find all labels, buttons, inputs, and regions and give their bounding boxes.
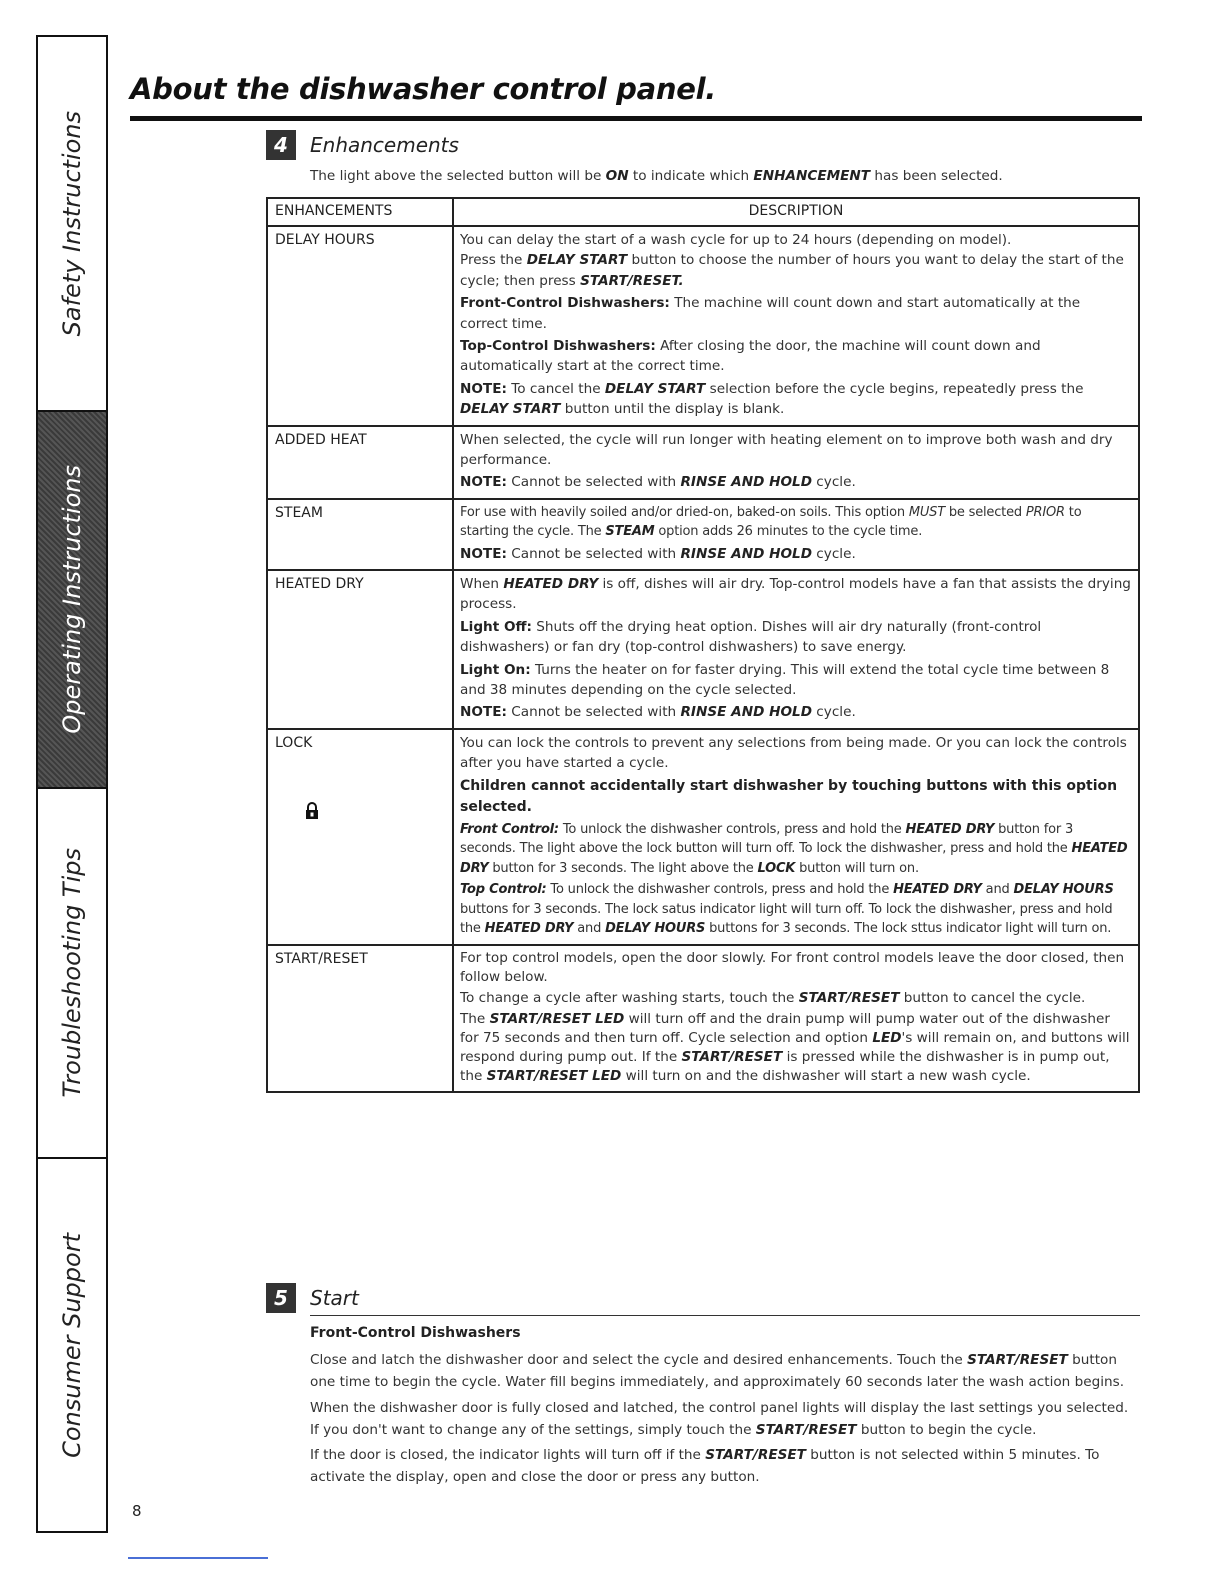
table-header-row (267, 198, 1139, 226)
enhancements-table (266, 197, 1140, 1093)
description-paragraph: Light Off: Shuts off the drying heat option. Dishes will air dry naturally (front-control dishwashers) or fan dry (top-control dishwashers) to save energy. (460, 618, 1042, 656)
table-row-delay-hours (267, 226, 1139, 426)
tab-safety-instructions-label: Safety Instructions (58, 110, 86, 337)
description-paragraph: Front Control: To unlock the dishwasher controls, press and hold the HEATED DRY button for 3 seconds. The light above the lock button will turn off. To lock the dishwasher, press and hold the HEATED DRY button for 3 seconds. The light above the LOCK button will turn on. (460, 821, 1128, 876)
enhancement-name: STEAM (267, 499, 453, 570)
description-note: NOTE: To cancel the DELAY START selection before the cycle begins, repeatedly press the DELAY START button until the display is blank. (460, 380, 1084, 418)
description-paragraph: When selected, the cycle will run longer with heating element on to improve both wash and dry performance. (460, 431, 1113, 468)
enhancement-name: DELAY HOURS (267, 226, 453, 426)
section-5-subheading: Front-Control Dishwashers (310, 1325, 521, 1341)
title-rule (130, 116, 1142, 121)
description-warning: Children cannot accidentally start dishwasher by touching buttons with this option selected. (460, 777, 1118, 815)
section-5-number: 5 (266, 1283, 296, 1313)
description-paragraph: For use with heavily soiled and/or dried-on, baked-on soils. This option MUST be selected PRIOR to starting the cycle. The STEAM option adds 26 minutes to the cycle time. (460, 504, 1082, 540)
tab-operating-instructions-label: Operating Instructions (58, 465, 86, 734)
enhancement-description (453, 499, 1139, 570)
header-enhancements: ENHANCEMENTS (267, 198, 453, 226)
page-number: 8 (132, 1502, 142, 1520)
table-row-lock (267, 729, 1139, 945)
description-paragraph: For top control models, open the door slowly. For front control models leave the door closed, then follow below. (460, 949, 1125, 985)
start-paragraph: When the dishwasher door is fully closed and latched, the control panel lights will display the last settings you selected. If you don't want to change any of the settings, simply touch the START/RESET button to begin the cycle. (310, 1399, 1129, 1438)
description-paragraph: When HEATED DRY is off, dishes will air dry. Top-control models have a fan that assists the drying process. (460, 576, 1131, 613)
side-navigation (36, 35, 108, 1533)
tab-troubleshooting-tips[interactable] (36, 787, 106, 1157)
enhancement-name: ADDED HEAT (267, 426, 453, 499)
section-4-number: 4 (266, 130, 296, 160)
table-row-added-heat (267, 426, 1139, 499)
start-paragraph: If the door is closed, the indicator lights will turn off if the START/RESET button is not selected within 5 minutes. To activate the display, open and close the door or press any button. (310, 1447, 1100, 1486)
enhancement-name: HEATED DRY (267, 570, 453, 729)
description-paragraph: Top Control: To unlock the dishwasher controls, press and hold the HEATED DRY and DELAY HOURS buttons for 3 seconds. The lock satus indicator light will turn off. To lock the dishwasher, press and hold the HEATED DRY and DELAY HOURS buttons for 3 seconds. The lock sttus indicator light will turn on. (460, 882, 1114, 937)
tab-troubleshooting-tips-label: Troubleshooting Tips (58, 848, 86, 1098)
description-paragraph: To change a cycle after washing starts, touch the START/RESET button to cancel the cycle. (460, 989, 1086, 1006)
description-paragraph: Front-Control Dishwashers: The machine will count down and start automatically at the correct time. (460, 295, 1081, 332)
description-paragraph: You can lock the controls to prevent any selections from being made. Or you can lock the controls after you have started a cycle. (460, 734, 1127, 772)
bottom-link-underline (128, 1557, 268, 1559)
description-paragraph: You can delay the start of a wash cycle for up to 24 hours (depending on model). Press the DELAY START button to choose the number of hours you want to delay the start of the cycle; then press START/RESET. (460, 232, 1124, 289)
section-5-header (266, 1283, 359, 1313)
description-note: NOTE: Cannot be selected with RINSE AND HOLD cycle. (460, 704, 856, 721)
table-row-start-reset (267, 945, 1139, 1092)
enhancement-name-cell (267, 729, 453, 945)
section-4-title: Enhancements (310, 133, 459, 157)
enhancement-description (453, 570, 1139, 729)
enhancement-description (453, 945, 1139, 1092)
tab-operating-instructions[interactable] (36, 410, 106, 787)
tab-safety-instructions[interactable] (36, 35, 106, 410)
section-4-intro: The light above the selected button will be ON to indicate which ENHANCEMENT has been selected. (310, 168, 1003, 184)
header-description: DESCRIPTION (453, 198, 1139, 226)
description-paragraph: Top-Control Dishwashers: After closing the door, the machine will count down and automatically start at the correct time. (460, 337, 1041, 375)
section-4-header (266, 130, 459, 160)
description-note: NOTE: Cannot be selected with RINSE AND HOLD cycle. (460, 474, 856, 491)
tab-consumer-support[interactable] (36, 1157, 106, 1533)
section-5-body (310, 1322, 1140, 1493)
start-paragraph: Close and latch the dishwasher door and select the cycle and desired enhancements. Touch the START/RESET button one time to begin the cycle. Water fill begins immediately, and approximately 60 seconds later the wash action begins. (310, 1352, 1125, 1391)
description-paragraph: Light On: Turns the heater on for faster drying. This will extend the total cycle time between 8 and 38 minutes depending on the cycle selected. (460, 661, 1110, 699)
table-row-steam (267, 499, 1139, 570)
enhancement-description (453, 729, 1139, 945)
page-title: About the dishwasher control panel. (130, 72, 716, 106)
description-paragraph: The START/RESET LED will turn off and the drain pump will pump water out of the dishwasher for 75 seconds and then turn off. Cycle selection and option LED's will remain on, and buttons will respond during pump out. If the START/RESET is pressed while the dishwasher is in pump out, the START/RESET LED will turn on and the dishwasher will start a new wash cycle. (460, 1010, 1130, 1084)
description-note: NOTE: Cannot be selected with RINSE AND HOLD cycle. (460, 545, 856, 562)
section-5-rule (310, 1315, 1140, 1316)
enhancement-name: START/RESET (267, 945, 453, 1092)
section-5-title: Start (310, 1286, 359, 1310)
enhancement-name: LOCK (275, 734, 313, 751)
tab-consumer-support-label: Consumer Support (58, 1232, 86, 1458)
lock-icon (305, 802, 319, 820)
enhancement-description (453, 226, 1139, 426)
enhancement-description (453, 426, 1139, 499)
table-row-heated-dry (267, 570, 1139, 729)
